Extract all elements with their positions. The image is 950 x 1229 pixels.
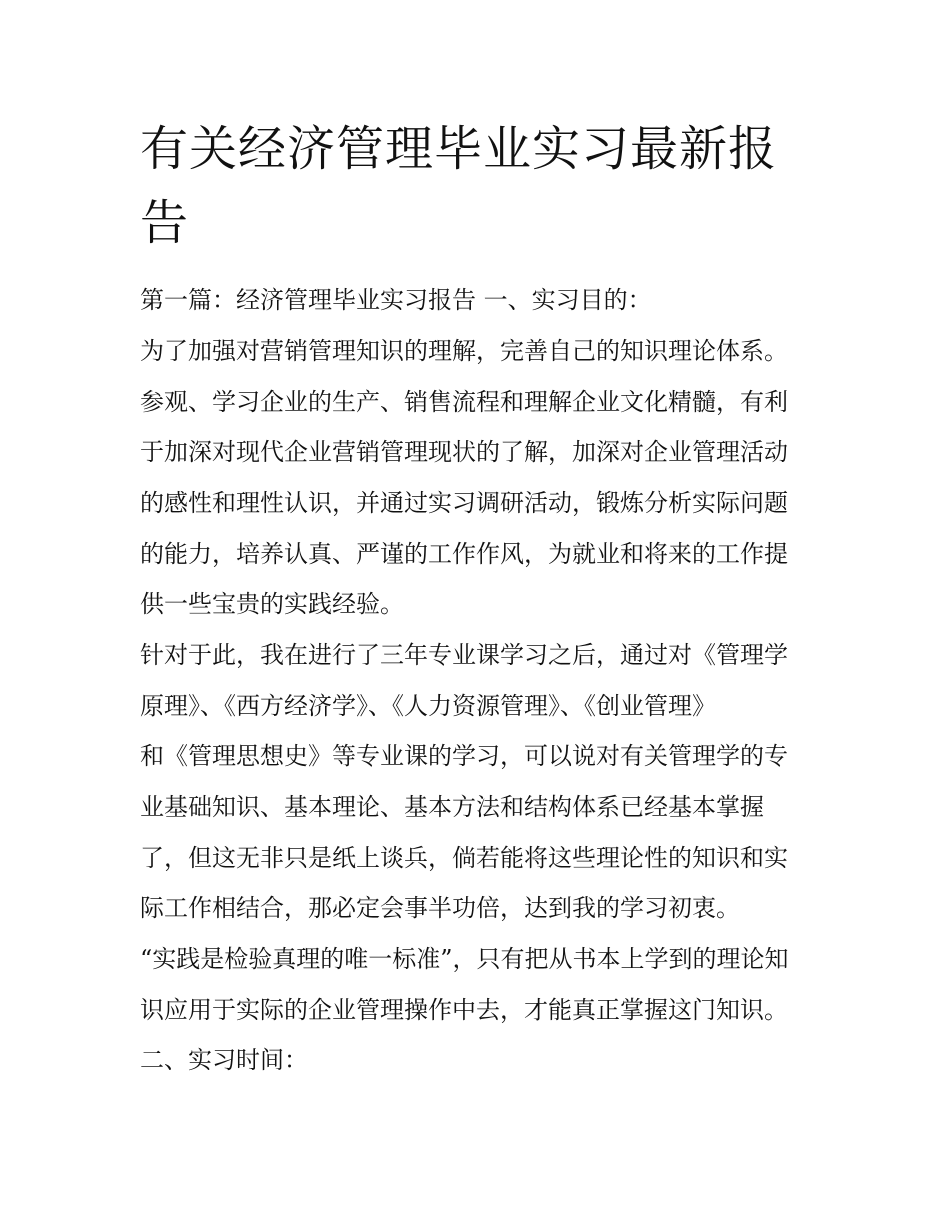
body-line: 识应用于实际的企业管理操作中去，才能真正掌握这门知识。 bbox=[140, 996, 788, 1024]
body-line: “实践是检验真理的唯一标准”，只有把从书本上学到的理论知 bbox=[140, 945, 789, 973]
body-line: 第一篇：经济管理毕业实习报告 一、实习目的： bbox=[140, 286, 652, 314]
body-line: 的能力，培养认真、严谨的工作作风，为就业和将来的工作提 bbox=[140, 540, 788, 568]
body-line: 供一些宝贵的实践经验。 bbox=[140, 590, 404, 618]
body-line: 针对于此，我在进行了三年专业课学习之后，通过对《管理学 bbox=[140, 641, 788, 669]
body-line: 和《管理思想史》等专业课的学习，可以说对有关管理学的专 bbox=[140, 742, 788, 770]
body-line: 参观、学习企业的生产、销售流程和理解企业文化精髓，有利 bbox=[140, 388, 788, 416]
document-title: 有关经济管理毕业实习最新报告 bbox=[140, 121, 778, 251]
body-line: 了，但这无非只是纸上谈兵，倘若能将这些理论性的知识和实 bbox=[140, 844, 788, 872]
section-heading: 二、实习时间： bbox=[140, 1046, 308, 1074]
body-line: 原理》、《西方经济学》、《人力资源管理》、《创业管理》 bbox=[140, 692, 716, 720]
body-line: 于加深对现代企业营销管理现状的了解，加深对企业管理活动 bbox=[140, 438, 788, 466]
body-line: 为了加强对营销管理知识的理解，完善自己的知识理论体系。 bbox=[140, 337, 788, 365]
body-line: 业基础知识、基本理论、基本方法和结构体系已经基本掌握 bbox=[140, 793, 764, 821]
body-line: 的感性和理性认识，并通过实习调研活动，锻炼分析实际问题 bbox=[140, 489, 788, 517]
body-line: 际工作相结合，那必定会事半功倍，达到我的学习初衷。 bbox=[140, 894, 740, 922]
